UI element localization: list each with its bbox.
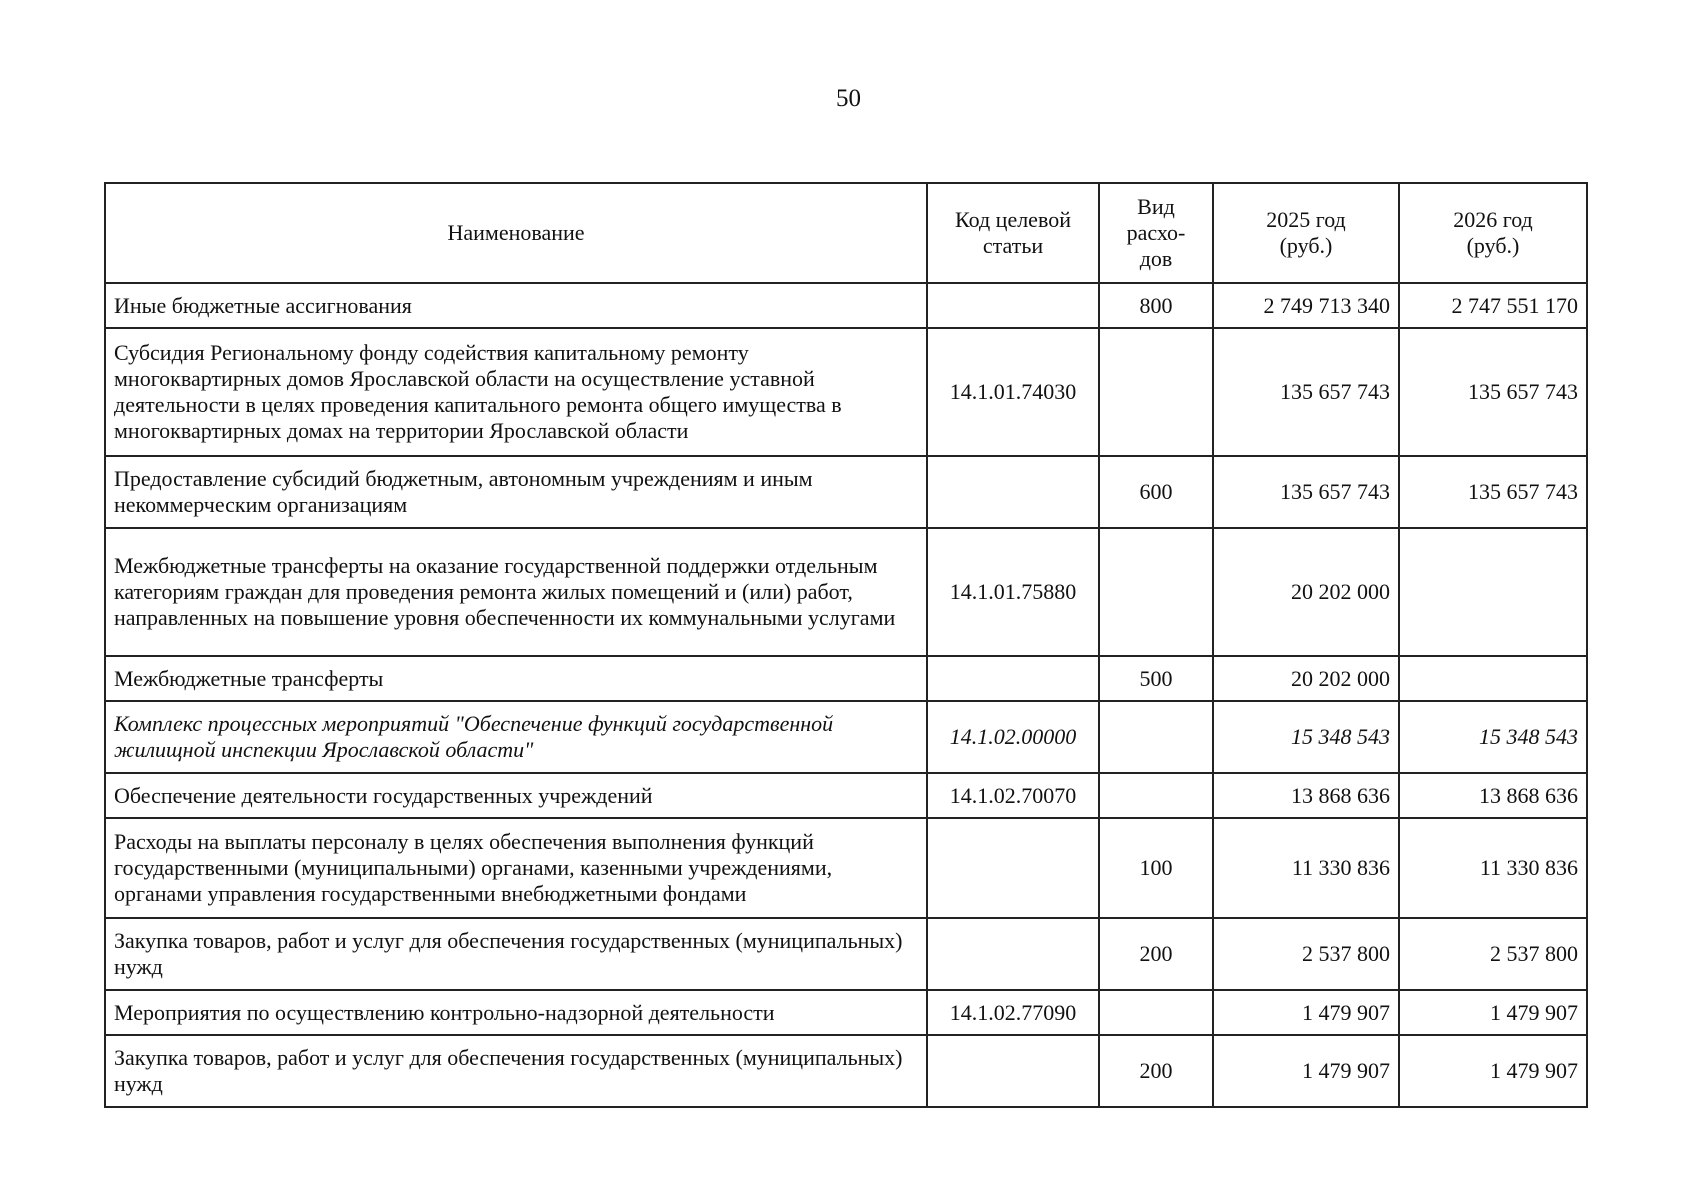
row-2025: 1 479 907: [1213, 1035, 1399, 1107]
row-code: [927, 283, 1099, 328]
row-2026: 1 479 907: [1399, 1035, 1587, 1107]
row-type: [1099, 990, 1213, 1035]
table-row: [105, 1035, 1587, 1107]
header-name: [105, 183, 927, 283]
table-row: [105, 456, 1587, 528]
row-2025: 135 657 743: [1213, 328, 1399, 456]
header-code-line2: статьи: [982, 233, 1044, 258]
header-type: [1099, 183, 1213, 283]
table-row: [105, 656, 1587, 701]
row-2026: 15 348 543: [1399, 701, 1587, 773]
table-row: [105, 328, 1587, 456]
row-type: 600: [1099, 456, 1213, 528]
row-name: Обеспечение деятельности государственных учреждений: [105, 773, 927, 818]
header-2025-line1: 2025 год: [1266, 207, 1346, 232]
row-type: 800: [1099, 283, 1213, 328]
row-code: [927, 456, 1099, 528]
row-code: [927, 656, 1099, 701]
row-name: Комплекс процессных мероприятий "Обеспечение функций государственной жилищной инспекции Ярославской области": [105, 701, 927, 773]
header-2026-line2: (руб.): [1466, 233, 1520, 258]
row-name: Расходы на выплаты персоналу в целях обеспечения выполнения функций государственными (муниципальными) органами, казенными учреждениями, органами управления государственными внебюджетными фондами: [105, 818, 927, 918]
row-name: Мероприятия по осуществлению контрольно-надзорной деятельности: [105, 990, 927, 1035]
row-code: [927, 918, 1099, 990]
header-2025: [1213, 183, 1399, 283]
header-type-line1: Вид: [1137, 194, 1175, 219]
row-2026: 13 868 636: [1399, 773, 1587, 818]
row-name: Межбюджетные трансферты на оказание государственной поддержки отдельным категориям граждан для проведения ремонта жилых помещений и (или) работ, направленных на повышение уровня обеспеченности их коммунальными услугами: [105, 528, 927, 656]
row-type: 200: [1099, 1035, 1213, 1107]
row-2025: 20 202 000: [1213, 656, 1399, 701]
header-2026-line1: 2026 год: [1453, 207, 1533, 232]
row-name: Субсидия Региональному фонду содействия капитальному ремонту многоквартирных домов Ярославской области на осуществление уставной деятельности в целях проведения капитального ремонта общего имущества в многоквартирных домах на территории Ярославской области: [105, 328, 927, 456]
row-2025: 11 330 836: [1213, 818, 1399, 918]
row-2026: [1399, 656, 1587, 701]
row-code: [927, 1035, 1099, 1107]
row-code: [927, 818, 1099, 918]
row-2025: 13 868 636: [1213, 773, 1399, 818]
table-row: [105, 990, 1587, 1035]
row-2026: 2 537 800: [1399, 918, 1587, 990]
row-type: [1099, 701, 1213, 773]
row-2026: 1 479 907: [1399, 990, 1587, 1035]
row-2025: 2 749 713 340: [1213, 283, 1399, 328]
row-2026: [1399, 528, 1587, 656]
header-2025-line2: (руб.): [1279, 233, 1333, 258]
row-2025: 135 657 743: [1213, 456, 1399, 528]
row-code: 14.1.01.75880: [927, 528, 1099, 656]
header-type-line3: дов: [1139, 246, 1173, 271]
page-number: 50: [836, 85, 861, 112]
row-type: [1099, 528, 1213, 656]
row-2026: 2 747 551 170: [1399, 283, 1587, 328]
row-2026: 135 657 743: [1399, 456, 1587, 528]
row-code: 14.1.02.77090: [927, 990, 1099, 1035]
header-code-line1: Код целевой: [955, 207, 1071, 232]
row-code: 14.1.02.70070: [927, 773, 1099, 818]
row-2025: 1 479 907: [1213, 990, 1399, 1035]
row-name: Межбюджетные трансферты: [105, 656, 927, 701]
header-name-label: Наименование: [447, 220, 585, 245]
table-row: [105, 918, 1587, 990]
table-row: [105, 528, 1587, 656]
table-row: [105, 283, 1587, 328]
row-type: [1099, 328, 1213, 456]
table-header-row: [105, 183, 1587, 283]
budget-table: [104, 182, 1588, 1108]
row-type: 200: [1099, 918, 1213, 990]
header-type-line2: расхо-: [1126, 220, 1186, 245]
row-2025: 15 348 543: [1213, 701, 1399, 773]
table-row: [105, 818, 1587, 918]
table-row: [105, 773, 1587, 818]
row-name: Иные бюджетные ассигнования: [105, 283, 927, 328]
header-code: [927, 183, 1099, 283]
row-2025: 2 537 800: [1213, 918, 1399, 990]
row-2025: 20 202 000: [1213, 528, 1399, 656]
row-type: [1099, 773, 1213, 818]
row-code: 14.1.02.00000: [927, 701, 1099, 773]
row-name: Предоставление субсидий бюджетным, автономным учреждениям и иным некоммерческим организациям: [105, 456, 927, 528]
header-2026: [1399, 183, 1587, 283]
row-name: Закупка товаров, работ и услуг для обеспечения государственных (муниципальных) нужд: [105, 918, 927, 990]
row-type: 100: [1099, 818, 1213, 918]
table-row: [105, 701, 1587, 773]
row-2026: 135 657 743: [1399, 328, 1587, 456]
row-code: 14.1.01.74030: [927, 328, 1099, 456]
row-type: 500: [1099, 656, 1213, 701]
row-2026: 11 330 836: [1399, 818, 1587, 918]
row-name: Закупка товаров, работ и услуг для обеспечения государственных (муниципальных) нужд: [105, 1035, 927, 1107]
